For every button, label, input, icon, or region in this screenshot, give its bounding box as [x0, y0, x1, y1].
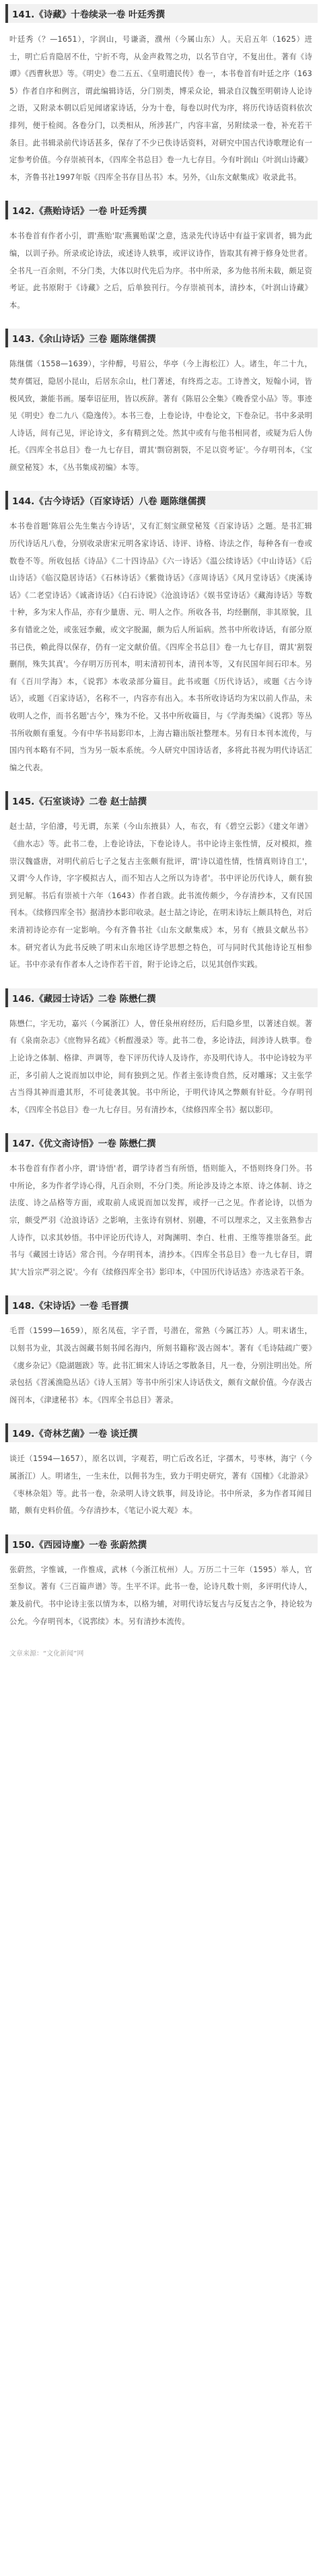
entry-section [0, 491, 323, 791]
entry-heading-bar [5, 1423, 318, 1442]
entry-section [0, 1534, 323, 1645]
entry-title: 146.《藏园士诗话》二卷 陈懋仁撰 [12, 993, 156, 1005]
entry-body [9, 1314, 312, 1423]
entry-title: 149.《奇林艺菌》一卷 谈迁撰 [12, 1429, 138, 1440]
entry-heading-bar [5, 4, 318, 23]
entry-body [9, 510, 312, 791]
entry-title: 141.《诗藏》十卷续录一卷 叶廷秀撰 [12, 9, 166, 20]
entry-body [9, 1007, 312, 1134]
entry-heading-bar [5, 329, 318, 347]
entry-heading-bar [5, 1295, 318, 1314]
entry-title: 148.《宋诗话》一卷 毛晋撰 [12, 1301, 129, 1312]
entry-title: 144.《古今诗话》（百家诗话）八卷 题陈继儒撰 [12, 496, 206, 508]
entry-section [0, 791, 323, 988]
entry-section [0, 1295, 323, 1423]
entry-section [0, 4, 323, 201]
entry-paragraph: 陈继儒（1558—1639），字仲醇，号眉公，华亭（今上海松江）人。诸生，年二十九，焚弃儒冠，隐居小昆山，后居东佘山，杜门著述，有终焉之志。工诗善文，短翰小词，皆极风致，兼能书画。屡奉诏征用，皆以疾辞。著有《陈眉公全集》《晚香堂小品》等。事迹见《明史》卷二九八《隐逸传》。本书三卷，上卷论诗，中卷论文，下卷杂记。书中多录明人诗话，间有己见，评论诗文，多有精到之处。然其中或有与他书相同者，或疑为后人伪托。《四库全书总目》卷一九七存目，谓其'剽窃割裂，不足以资考证'。今存明刊本，《宝颜堂秘笈》本，《丛书集成初编》本等。 [9, 360, 312, 472]
entry-heading-bar [5, 491, 318, 510]
entry-paragraph: 本书卷首有作者小序，谓'诗悟'者，谓学诗者当有所悟，悟则能入，不悟则终身门外。书中所论，多为作者学诗心得，凡百余则，不分门类。所论涉及诗之本原、诗之体制、诗之法度、诗之品格等方面，或取前人成说而加以发挥，或抒一己之见。作者论诗，以悟为宗，颇受严羽《沧浪诗话》之影响，主张诗有别材、别趣，不可以理求之，又主张熟参古人诗作，以求其妙悟。书中评论历代诗人，对陶渊明、李白、杜甫、王维等推崇备至。此书与《藏园士诗话》常合刊。今存明刊本，清抄本。《四库全书总目》卷一九七存目，谓其'大旨宗严羽之说'。今有《续修四库全书》影印本，《中国历代诗话选》亦选录若干条。 [9, 1164, 312, 1277]
entry-list [0, 4, 323, 1645]
entry-paragraph: 毛晋（1599—1659），原名凤苞，字子晋，号潜在，常熟（今属江苏）人。明末诸生，以刻书为业，其汲古阁藏书刻书闻名海内，所刻书籍称'汲古阁本'。著有《毛诗陆疏广要》《虞乡杂记》《隐湖题跋》等。此书汇辑宋人诗话之零散条目，凡一卷，分别注明出处。所录包括《苕溪渔隐丛话》《诗人玉屑》等书中所引宋人诗话佚文，颇有文献价值。今存汲古阁刊本，《津逮秘书》本。《四库全书总目》著录。 [9, 1326, 312, 1404]
entry-heading-bar [5, 1534, 318, 1553]
entry-paragraph: 赵士喆，字伯濬，号无谓，东莱（今山东掖县）人，布衣，有《碧空云影》《建文年谱》《曲水志》等。此书二卷，上卷论诗法，下卷论诗人。书中论诗主张性情，反对模拟，推崇汉魏盛唐，对明代前后七子之复古主张颇有批评，谓'诗以道性情，性情真则诗自工'，又谓'今人作诗，字字模拟古人，而不知古人之所以为诗者'。书中评论历代诗人，颇有独到见解。书后有崇祯十六年（1643）作者自跋。此书流传颇少，今存清抄本，又有民国刊本。《续修四库全书》据清抄本影印收录。赵士喆之诗论，在明末诗坛上颇具特色，对后来清初诗论亦有一定影响。今有齐鲁书社《山东文献集成》本，另有《掖县文献丛书》本。研究者认为此书反映了明末山东地区诗学思想之特色，可与同时代其他诗论互相参证。书中亦录有作者本人之诗作若干首，附于论诗之后，以见其创作实践。 [9, 822, 312, 970]
entry-section [0, 988, 323, 1134]
entry-paragraph: 谈迁（1594—1657），原名以训，字观若，明亡后改名迁，字孺木，号枣林，海宁（今属浙江）人。明诸生，一生未仕，以佣书为生，致力于明史研究，著有《国榷》《北游录》《枣林杂俎》等。此书一卷，杂录明人诗文轶事，间及诗论。书中所录，多为作者耳闻目睹，颇有史料价值。今存清抄本，《笔记小说大观》本。 [9, 1454, 312, 1516]
entry-heading-bar [5, 988, 318, 1007]
entry-title: 142.《燕贻诗话》一卷 叶廷秀撰 [12, 206, 147, 217]
entry-body [9, 1152, 312, 1295]
entry-section [0, 329, 323, 491]
entry-body [9, 347, 312, 491]
entry-heading-bar [5, 1133, 318, 1152]
entry-body [9, 1553, 312, 1645]
entry-title: 143.《余山诗话》三卷 题陈继儒撰 [12, 334, 156, 345]
entry-section [0, 1133, 323, 1295]
entry-section [0, 1423, 323, 1534]
entry-body [9, 1442, 312, 1534]
entry-heading-bar [5, 201, 318, 219]
entry-heading-bar [5, 791, 318, 810]
entry-title: 147.《优文斋诗悟》一卷 陈懋仁撰 [12, 1139, 156, 1150]
entry-title: 150.《西园诗麈》一卷 张蔚然撰 [12, 1539, 147, 1551]
entry-body [9, 23, 312, 201]
entry-title: 145.《石室谈诗》二卷 赵士喆撰 [12, 796, 147, 808]
entry-paragraph: 张蔚然，字惟诚，一作惟成，武林（今浙江杭州）人。万历二十三年（1595）举人，官至参议。著有《三百篇声谱》等。生平不详。此书一卷，论诗凡数十则，多评明代诗人，兼及前代。书中论诗主张以情为本，以格为辅，对明代诗坛复古与反复古之争，持论较为公允。今存明刊本，《说郛续》本。另有清抄本流传。 [9, 1565, 312, 1626]
entry-paragraph: 陈懋仁，字无功，嘉兴（今属浙江）人，曾任泉州府经历，后归隐乡里，以著述自娱。著有《泉南杂志》《庶物异名疏》《析酲漫录》等。此书二卷，多论诗法，间涉诗人轶事。卷上论诗之体制、格律、声调等，卷下评历代诗人及诗作，亦及明代诗人。书中论诗较为平正，多引前人之说而加以申论，间有独到之见。作者主张诗贵自然，反对雕琢；又主张学古当得其神而遗其形，不可徒袭其貌。书中所论，于明代诗风之弊颇有针砭。今存明刊本，《四库全书总目》卷一九七存目。另有清抄本，《续修四库全书》据以影印。 [9, 1019, 312, 1114]
entry-body [9, 810, 312, 988]
source-footer: 文章来源：“文化新闻”网 [9, 1650, 84, 1658]
entry-paragraph: 本书卷首题'陈眉公先生集古今诗话'，又有汇刻宝颜堂秘笈《百家诗话》之题。是书汇辑历代诗话凡八卷，分别收录唐宋元明各家诗话、诗评、诗格、诗法之作，每种各有一卷或数卷不等。所收包括《诗品》《二十四诗品》《六一诗话》《温公续诗话》《中山诗话》《后山诗话》《临汉隐居诗话》《石林诗话》《紫微诗话》《彦周诗话》《风月堂诗话》《庚溪诗话》《二老堂诗话》《诚斋诗话》《白石诗说》《沧浪诗话》《娱书堂诗话》《藏海诗话》等数十种，多为宋人作品，亦有少量唐、元、明人之作。所收各书，均经删削，非其原貌，且多有错讹之处，或张冠李戴，或文字脱漏，颇为后人所诟病。然书中所收诗话，有部分原书已佚，赖此得以保存，仍有一定文献价值。《四库全书总目》卷一九七存目，谓其'割裂删削，殊失其真'。今存明万历刊本，明末清初刊本，清刊本等，又有民国年间石印本。另有《百川学海》本，《说郛》本收录部分篇目。此书或题《历代诗话》，或题《古今诗话》，或题《百家诗话》，名称不一，内容亦有出入。本书所收诗话均为宋以前人作品，未收明人之作，而书名题'古今'，殊为不伦。又书中所收篇目，与《学海类编》《说郛》等丛书所收颇有重复。今有中华书局影印本，上海古籍出版社整理本。另有日本刊本流传，与国内刊本略有不同，当为另一版本系统。今人研究中国诗话者，多将此书视为明代诗话汇编之代表。 [9, 522, 312, 772]
entry-paragraph: 叶廷秀（？—1651），字润山，号谦斋，濮州（今属山东）人。天启五年（1625）进士，明亡后肯隐居不仕，宁折不弯，从金声救驾之功，以名节自守，不复出仕。著有《诗谭》《西曹秋思》等。《明史》卷二五五、《皇明遗民传》卷一，本书卷首有叶廷之序（1635）作者自序和例言，谓此编辑诗话，分门别类，博采众论，辑录自汉魏至明朝诗人论诗之语，又附录本朝以后见闻诸家诗话，分为十卷，每卷以时代为序，将历代诗话资料依次排列，便于检阅。各卷分门，以类相从，所涉甚广，内容丰富，另附续录一卷，补充若干条目。此书辑录前代诗话甚多，保存了不少已佚诗话资料，对研究中国古代诗歌理论有一定参考价值。今存崇祯刊本，《四库全书总目》卷一九七存目。今有叶润山《叶润山诗藏》本，齐鲁书社1997年版《四库全书存目丛书》本。另外，《山东文献集成》收录此书。 [9, 35, 312, 182]
entry-section [0, 201, 323, 329]
entry-body [9, 219, 312, 329]
entry-paragraph: 本书卷首有作者小引，谓'燕贻'取'燕翼贻谋'之意，选录先代诗话中有益于家训者，辑为此编，以训子孙。所录或论诗法，或述诗人轶事，或评议诗作，皆取其有裨于修身处世者。全书凡一百余则，不分门类，大体以时代先后为序。书中所录，多为他书所未载，颇足资考证。此书原附于《诗藏》之后，后单独刊行。今存崇祯刊本，清抄本，《叶润山诗藏》本。 [9, 232, 312, 310]
